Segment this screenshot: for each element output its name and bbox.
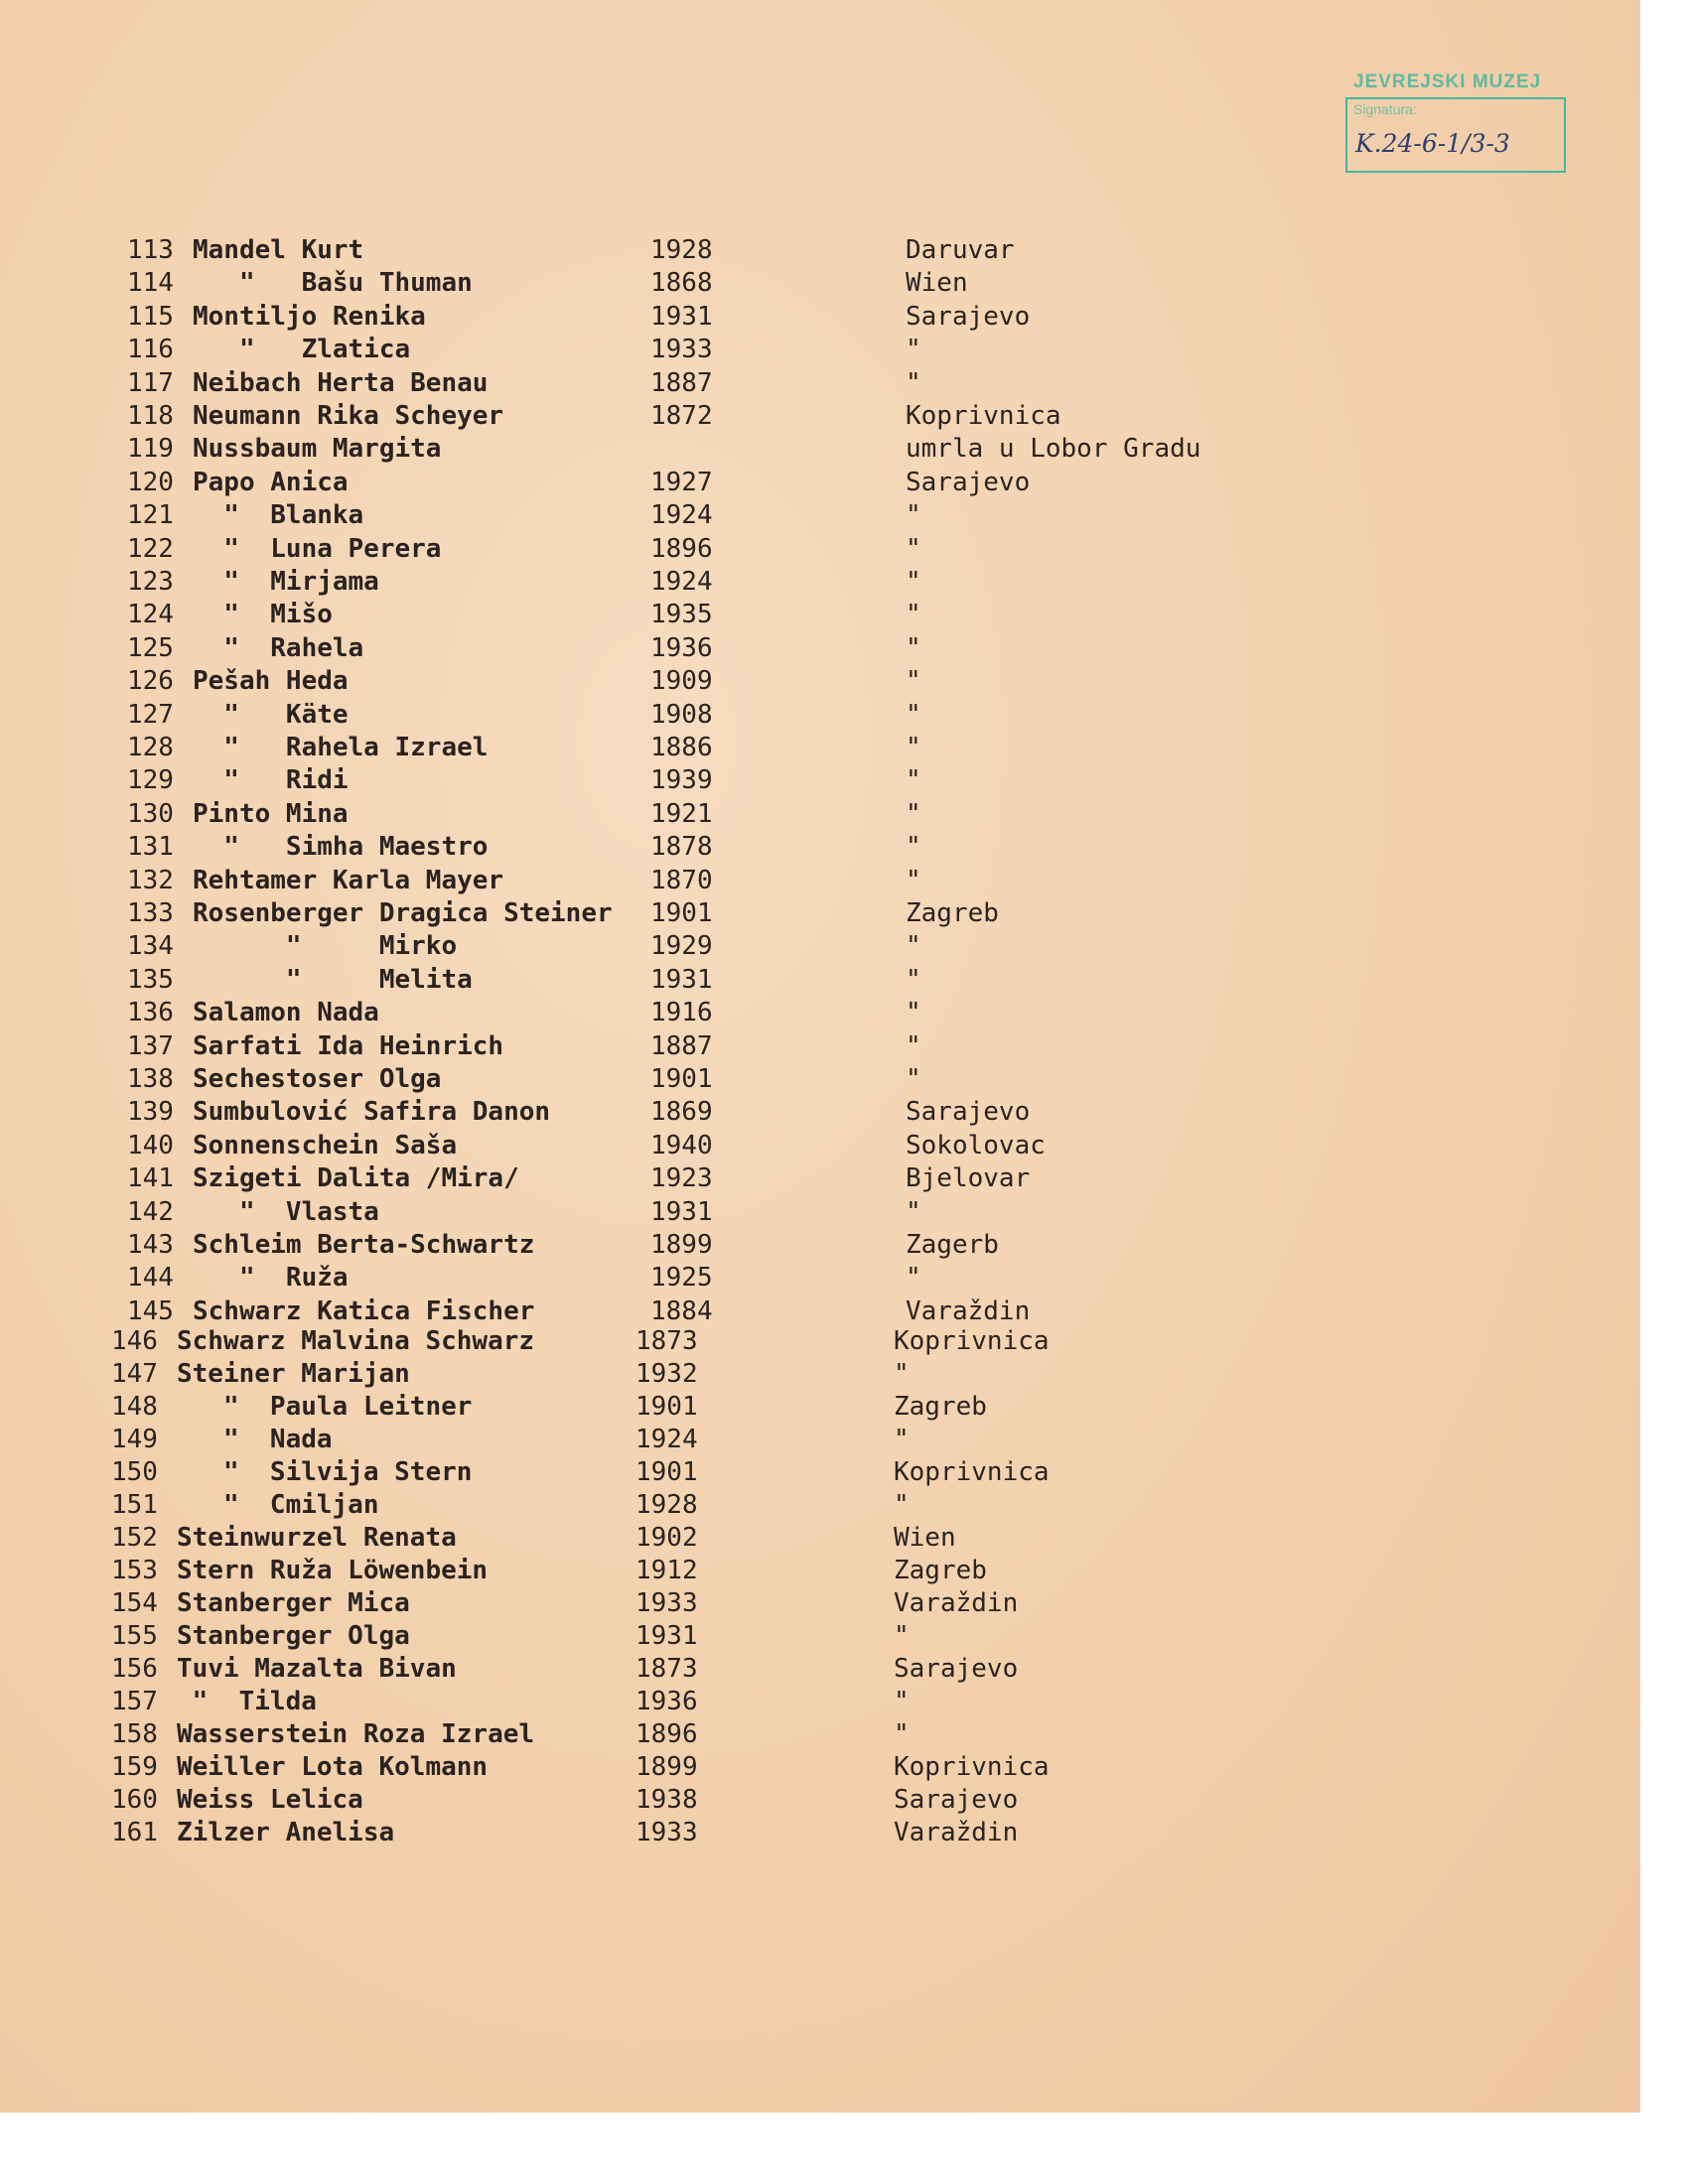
entry-name: " Silvija Stern [177, 1457, 473, 1487]
entry-name: " Mišo [193, 600, 333, 630]
entry-number: 131 [127, 832, 174, 863]
list-item [127, 1229, 1549, 1261]
entry-place: " [894, 1490, 910, 1520]
entry-name: Rosenberger Dragica Steiner [193, 898, 613, 928]
entry-year: 1899 [650, 1230, 713, 1260]
entry-place: Sarajevo [906, 1097, 1031, 1128]
entry-number: 147 [111, 1359, 158, 1389]
entry-place: Sarajevo [894, 1785, 1019, 1815]
stamp-box [1345, 97, 1566, 173]
entry-number: 150 [111, 1457, 158, 1487]
entry-place: " [906, 1263, 921, 1294]
entry-place: " [906, 964, 921, 995]
entry-place: Zagreb [906, 898, 999, 928]
entry-place: Koprivnica [894, 1457, 1050, 1487]
entry-name: " Luna Perera [193, 533, 442, 564]
list-item [127, 665, 1549, 697]
entry-place: " [906, 1064, 921, 1094]
list-item [127, 831, 1549, 863]
entry-number: 115 [127, 301, 174, 332]
entry-name: " Ruža [193, 1263, 349, 1294]
list-item [127, 699, 1549, 731]
entry-number: 121 [127, 500, 174, 531]
entry-year: 1878 [650, 832, 713, 863]
entry-name: Stanberger Mica [177, 1588, 410, 1618]
entry-name: " Vlasta [193, 1196, 379, 1227]
entry-number: 125 [127, 632, 174, 663]
entry-name: Sechestoser Olga [193, 1064, 442, 1094]
entry-place: Varaždin [894, 1818, 1019, 1847]
list-item [127, 1296, 1549, 1327]
entry-place: " [894, 1719, 910, 1749]
entry-year: 1901 [650, 898, 713, 928]
list-item [127, 566, 1549, 598]
entry-year: 1924 [650, 500, 713, 531]
entry-place: " [906, 1196, 921, 1227]
list-item [127, 533, 1549, 565]
entry-year: 1933 [635, 1818, 698, 1847]
entry-name: " Käte [193, 699, 349, 730]
entry-year: 1886 [650, 733, 713, 762]
entry-name: Schleim Berta-Schwartz [193, 1230, 535, 1260]
list-item [111, 1391, 1549, 1423]
list-item [127, 1162, 1549, 1194]
entry-number: 148 [111, 1392, 158, 1422]
entry-name: Montiljo Renika [193, 301, 426, 332]
entry-year: 1932 [635, 1359, 698, 1389]
entry-year: 1887 [650, 367, 713, 398]
entry-name: Sumbulović Safira Danon [193, 1097, 551, 1128]
entry-number: 117 [127, 367, 174, 398]
entry-number: 119 [127, 434, 174, 465]
entry-place: " [906, 1030, 921, 1061]
entry-year: 1927 [650, 467, 713, 497]
entry-number: 123 [127, 567, 174, 597]
entry-number: 156 [111, 1654, 158, 1684]
entry-number: 151 [111, 1490, 158, 1520]
entry-place: " [906, 533, 921, 564]
entry-number: 133 [127, 898, 174, 928]
entry-year: 1935 [650, 600, 713, 630]
list-item [111, 1620, 1549, 1652]
entry-year: 1925 [650, 1263, 713, 1294]
entry-place: Koprivnica [894, 1752, 1050, 1782]
entry-year: 1873 [635, 1326, 698, 1356]
entry-name: " Simha Maestro [193, 832, 489, 863]
entry-number: 128 [127, 733, 174, 762]
entry-number: 135 [127, 964, 174, 995]
entry-name: Neibach Herta Benau [193, 367, 489, 398]
entry-name: Wasserstein Roza Izrael [177, 1719, 535, 1749]
entry-place: " [906, 733, 921, 762]
entry-year: 1887 [650, 1030, 713, 1061]
entry-place: Daruvar [906, 235, 1015, 265]
entry-year: 1909 [650, 666, 713, 697]
list-item [127, 367, 1549, 399]
entry-year: 1931 [650, 964, 713, 995]
entry-year: 1923 [650, 1163, 713, 1194]
entry-number: 120 [127, 467, 174, 497]
entry-name: Schwarz Katica Fischer [193, 1296, 535, 1326]
list-item [127, 764, 1549, 796]
list-item [127, 1030, 1549, 1062]
list-item [111, 1358, 1549, 1390]
list-item [111, 1718, 1549, 1750]
entry-number: 160 [111, 1785, 158, 1815]
entry-year: 1928 [635, 1490, 698, 1520]
entry-name: Tuvi Mazalta Bivan [177, 1654, 457, 1684]
entry-name: Szigeti Dalita /Mira/ [193, 1163, 519, 1194]
entry-number: 153 [111, 1556, 158, 1585]
entry-year: 1901 [650, 1064, 713, 1094]
entry-place: umrla u Lobor Gradu [906, 434, 1201, 465]
entry-number: 138 [127, 1064, 174, 1094]
list-item [127, 964, 1549, 996]
list-item [111, 1424, 1549, 1455]
entry-number: 145 [127, 1296, 174, 1326]
entry-name: Sarfati Ida Heinrich [193, 1030, 504, 1061]
entry-place: Zagerb [906, 1230, 999, 1260]
entry-name: Mandel Kurt [193, 235, 364, 265]
entry-name: Neumann Rika Scheyer [193, 401, 504, 431]
entry-name: Steinwurzel Renata [177, 1523, 457, 1553]
entry-number: 140 [127, 1130, 174, 1160]
entry-number: 146 [111, 1326, 158, 1356]
list-item [111, 1784, 1549, 1816]
list-item [111, 1686, 1549, 1717]
entry-number: 114 [127, 268, 174, 299]
entry-number: 149 [111, 1425, 158, 1454]
entry-name: Nussbaum Margita [193, 434, 442, 465]
entry-year: 1908 [650, 699, 713, 730]
entry-year: 1912 [635, 1556, 698, 1585]
entry-number: 158 [111, 1719, 158, 1749]
entry-name: Stern Ruža Löwenbein [177, 1556, 489, 1585]
entry-place: Koprivnica [894, 1326, 1050, 1356]
entry-number: 118 [127, 401, 174, 431]
stamp-label: Signatura: [1353, 101, 1417, 117]
entry-number: 113 [127, 235, 174, 265]
entry-number: 143 [127, 1230, 174, 1260]
entry-place: " [894, 1687, 910, 1716]
entry-year: 1936 [635, 1687, 698, 1716]
list-item [111, 1456, 1549, 1488]
entry-place: " [906, 632, 921, 663]
entry-year: 1933 [650, 335, 713, 365]
list-item [111, 1489, 1549, 1521]
list-item [127, 930, 1549, 962]
entry-place: " [906, 367, 921, 398]
entry-number: 137 [127, 1030, 174, 1061]
list-item [127, 897, 1549, 929]
entry-number: 161 [111, 1818, 158, 1847]
entry-year: 1916 [650, 998, 713, 1028]
entry-year: 1936 [650, 632, 713, 663]
entry-year: 1931 [650, 1196, 713, 1227]
list-item [127, 1130, 1549, 1161]
entry-name: " Rahela [193, 632, 364, 663]
entry-place: Koprivnica [906, 401, 1061, 431]
entry-name: " Zlatica [193, 335, 411, 365]
entry-place: Sarajevo [894, 1654, 1019, 1684]
entry-place: Varaždin [894, 1588, 1019, 1618]
entry-year: 1884 [650, 1296, 713, 1326]
entry-year: 1901 [635, 1457, 698, 1487]
entry-place: " [906, 832, 921, 863]
list-item [127, 632, 1549, 664]
entry-year: 1872 [650, 401, 713, 431]
entry-name: Weiller Lota Kolmann [177, 1752, 489, 1782]
entry-number: 136 [127, 998, 174, 1028]
entry-place: Sarajevo [906, 301, 1031, 332]
entry-number: 127 [127, 699, 174, 730]
list-item [127, 1262, 1549, 1294]
entry-number: 132 [127, 865, 174, 895]
entry-year: 1869 [650, 1097, 713, 1128]
list-item [127, 400, 1549, 432]
entry-year: 1931 [650, 301, 713, 332]
entry-name: " Nada [177, 1425, 333, 1454]
entry-place: " [906, 798, 921, 829]
museum-stamp [1345, 71, 1574, 173]
entry-place: Zagreb [894, 1556, 987, 1585]
list-item [111, 1653, 1549, 1685]
entry-place: " [906, 699, 921, 730]
list-item [111, 1751, 1549, 1783]
entry-number: 116 [127, 335, 174, 365]
list-item [127, 499, 1549, 531]
entry-place: " [906, 765, 921, 796]
entry-name: " Tilda [177, 1687, 317, 1716]
entry-number: 152 [111, 1523, 158, 1553]
entry-year: 1933 [635, 1588, 698, 1618]
entry-number: 134 [127, 931, 174, 962]
entry-number: 141 [127, 1163, 174, 1194]
list-item [111, 1522, 1549, 1554]
entry-name: Stanberger Olga [177, 1621, 410, 1651]
entry-place: Sokolovac [906, 1130, 1046, 1160]
entry-year: 1938 [635, 1785, 698, 1815]
list-item [127, 267, 1549, 299]
entry-number: 126 [127, 666, 174, 697]
list-item [127, 1096, 1549, 1128]
entry-place: Zagreb [894, 1392, 987, 1422]
entry-year: 1921 [650, 798, 713, 829]
list-item [127, 1196, 1549, 1228]
entry-name: " Blanka [193, 500, 364, 531]
entry-place: " [906, 865, 921, 895]
entry-name: Pinto Mina [193, 798, 349, 829]
entry-year: 1939 [650, 765, 713, 796]
entry-number: 157 [111, 1687, 158, 1716]
entry-year: 1896 [650, 533, 713, 564]
list-item [127, 798, 1549, 830]
entry-number: 154 [111, 1588, 158, 1618]
stamp-title: JEVREJSKI MUZEJ [1353, 71, 1542, 92]
entry-place: Wien [906, 268, 968, 299]
list-item [127, 334, 1549, 365]
entry-year: 1928 [650, 235, 713, 265]
entry-number: 159 [111, 1752, 158, 1782]
list-item [111, 1817, 1549, 1848]
entry-name: " Paula Leitner [177, 1392, 473, 1422]
entry-year: 1940 [650, 1130, 713, 1160]
entry-name: Weiss Lelica [177, 1785, 363, 1815]
entry-name: " Rahela Izrael [193, 733, 489, 762]
entry-name: " Cmiljan [177, 1490, 379, 1520]
signature-number: K.24-6-1/3-3 [1355, 129, 1510, 158]
entry-name: Schwarz Malvina Schwarz [177, 1326, 535, 1356]
entry-year: 1896 [635, 1719, 698, 1749]
entry-name: Zilzer Anelisa [177, 1818, 395, 1847]
entry-number: 155 [111, 1621, 158, 1651]
entry-year: 1929 [650, 931, 713, 962]
entry-number: 122 [127, 533, 174, 564]
entry-year: 1873 [635, 1654, 698, 1684]
entry-year: 1870 [650, 865, 713, 895]
entry-name: Papo Anica [193, 467, 349, 497]
entry-place: " [906, 500, 921, 531]
entry-place: " [894, 1425, 910, 1454]
entry-name: " Mirjama [193, 567, 379, 597]
entry-place: " [906, 666, 921, 697]
entry-name: Rehtamer Karla Mayer [193, 865, 504, 895]
entry-number: 129 [127, 765, 174, 796]
entry-number: 144 [127, 1263, 174, 1294]
entry-place: " [906, 335, 921, 365]
list-item [127, 997, 1549, 1028]
list-item [127, 599, 1549, 630]
entry-place: " [906, 998, 921, 1028]
entry-year: 1901 [635, 1392, 698, 1422]
entry-name: Sonnenschein Saša [193, 1130, 458, 1160]
entry-name: Salamon Nada [193, 998, 379, 1028]
list-item [127, 865, 1549, 896]
entry-place: Sarajevo [906, 467, 1031, 497]
entry-year: 1902 [635, 1523, 698, 1553]
list-item [127, 467, 1549, 498]
entry-place: " [906, 931, 921, 962]
list-item [127, 732, 1549, 763]
list-item [127, 301, 1549, 333]
entry-year: 1931 [635, 1621, 698, 1651]
entry-name: Steiner Marijan [177, 1359, 410, 1389]
entry-name: " Mirko [193, 931, 458, 962]
entry-name: " Ridi [193, 765, 349, 796]
entry-year: 1899 [635, 1752, 698, 1782]
list-item [111, 1587, 1549, 1619]
entry-place: " [906, 600, 921, 630]
entry-name: Pešah Heda [193, 666, 349, 697]
list-item [111, 1325, 1549, 1357]
entry-number: 130 [127, 798, 174, 829]
entry-number: 124 [127, 600, 174, 630]
entry-place: Wien [894, 1523, 956, 1553]
entry-name: " Bašu Thuman [193, 268, 473, 299]
entry-place: Bjelovar [906, 1163, 1031, 1194]
entry-place: " [906, 567, 921, 597]
entry-number: 142 [127, 1196, 174, 1227]
entry-year: 1868 [650, 268, 713, 299]
list-item [127, 1063, 1549, 1095]
list-item [111, 1555, 1549, 1586]
entry-number: 139 [127, 1097, 174, 1128]
entry-name: " Melita [193, 964, 473, 995]
entry-place: Varaždin [906, 1296, 1031, 1326]
entry-year: 1924 [650, 567, 713, 597]
entry-year: 1924 [635, 1425, 698, 1454]
entry-place: " [894, 1621, 910, 1651]
list-item [127, 234, 1549, 266]
entry-place: " [894, 1359, 910, 1389]
list-item [127, 433, 1549, 465]
